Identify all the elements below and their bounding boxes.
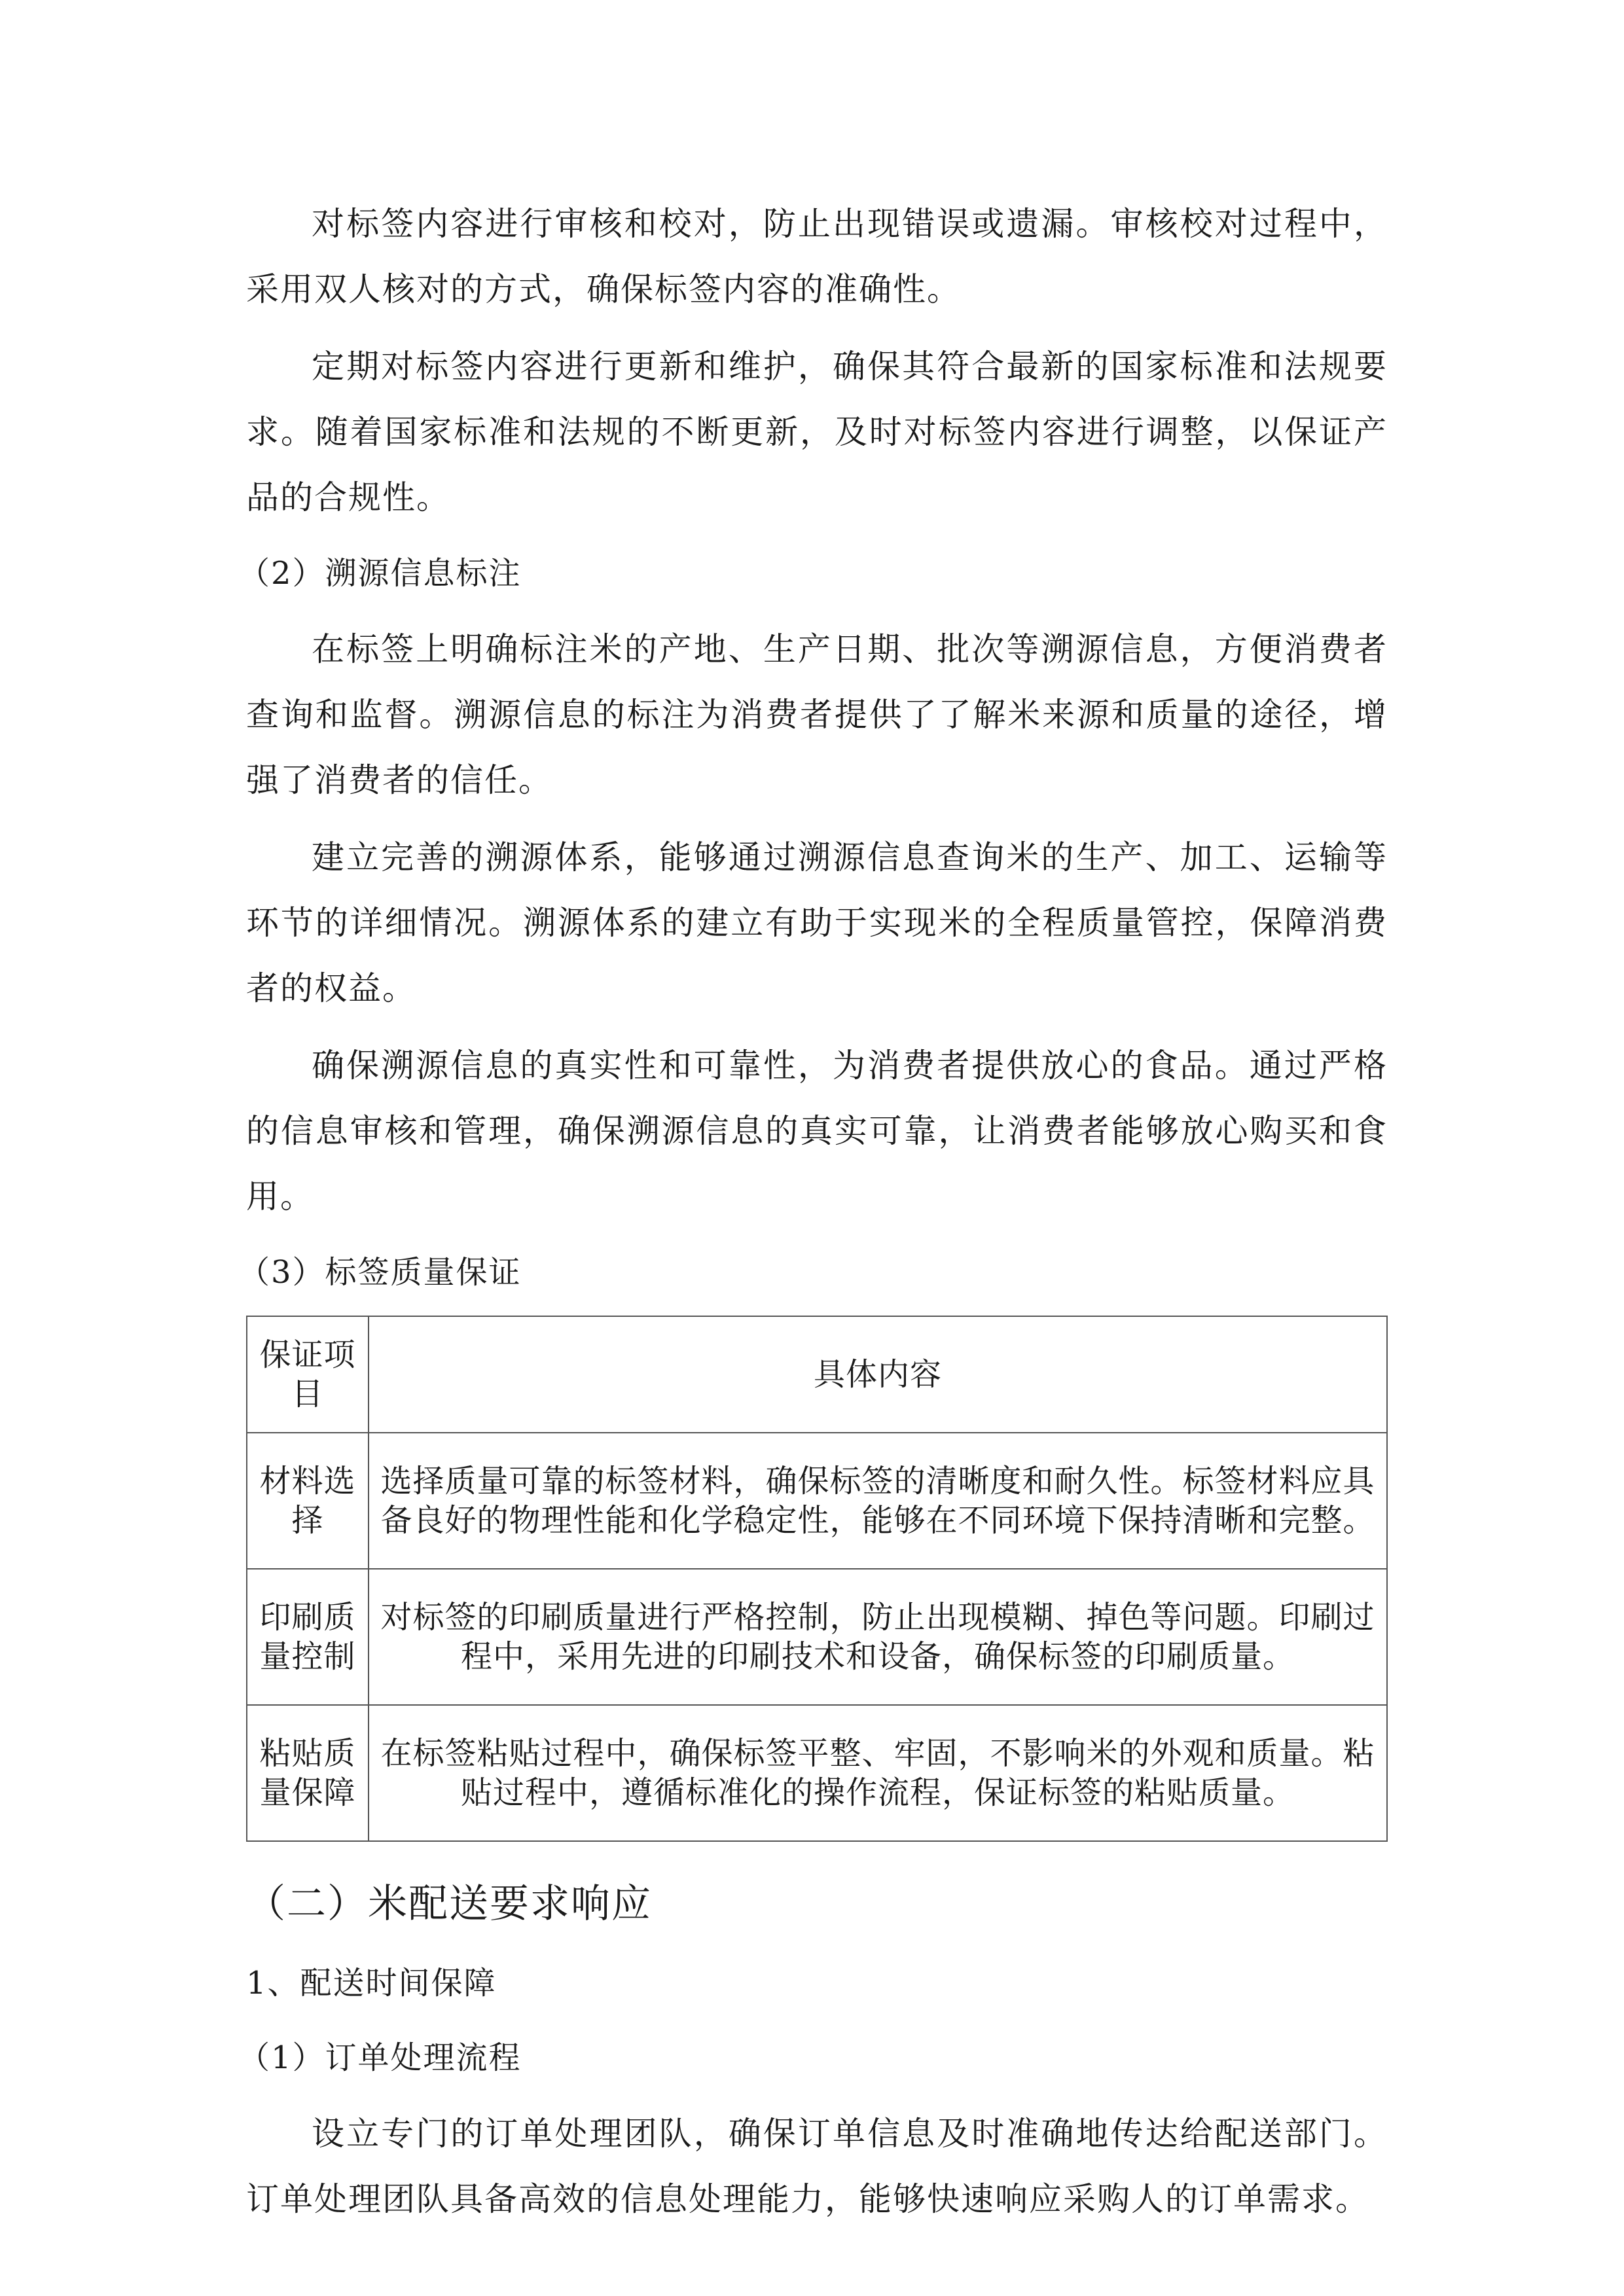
paragraph-trace-system: 建立完善的溯源体系，能够通过溯源信息查询米的生产、加工、运输等环节的详细情况。溯源体系的建立有助于实现米的全程质量管控，保障消费者的权益。 — [246, 838, 1388, 1007]
table-row — [247, 1705, 1387, 1841]
heading-order-process: （1）订单处理流程 — [238, 2039, 522, 2076]
heading-delivery-time: 1、配送时间保障 — [246, 1965, 497, 2001]
table-header-row — [247, 1316, 1387, 1433]
heading-label-quality: （3）标签质量保证 — [238, 1254, 522, 1291]
paragraph-order-team: 设立专门的订单处理团队，确保订单信息及时准确地传达给配送部门。订单处理团队具备高效的信息处理能力，能够快速响应采购人的订单需求。 — [246, 2115, 1388, 2218]
heading-trace-info: （2）溯源信息标注 — [238, 555, 522, 592]
table-cell-content: 选择质量可靠的标签材料，确保标签的清晰度和耐久性。标签材料应具备良好的物理性能和化学稳定性，能够在不同环境下保持清晰和完整。 — [369, 1433, 1387, 1569]
table-cell-item: 粘贴质量保障 — [247, 1705, 369, 1841]
paragraph-trace-reliability: 确保溯源信息的真实性和可靠性，为消费者提供放心的食品。通过严格的信息审核和管理，确保溯源信息的真实可靠，让消费者能够放心购买和食用。 — [246, 1047, 1388, 1215]
table-header-content: 具体内容 — [369, 1316, 1387, 1433]
table-cell-item: 印刷质量控制 — [247, 1569, 369, 1705]
label-quality-table — [246, 1316, 1388, 1842]
document-page — [238, 191, 1388, 2244]
table-cell-content: 对标签的印刷质量进行严格控制，防止出现模糊、掉色等问题。印刷过程中，采用先进的印刷技术和设备，确保标签的印刷质量。 — [369, 1569, 1387, 1705]
table-row — [247, 1433, 1387, 1569]
paragraph-update: 定期对标签内容进行更新和维护，确保其符合最新的国家标准和法规要求。随着国家标准和法规的不断更新，及时对标签内容进行调整，以保证产品的合规性。 — [246, 348, 1388, 516]
paragraph-trace-label: 在标签上明确标注米的产地、生产日期、批次等溯源信息，方便消费者查询和监督。溯源信息的标注为消费者提供了了解米来源和质量的途径，增强了消费者的信任。 — [246, 630, 1388, 799]
paragraph-review: 对标签内容进行审核和校对，防止出现错误或遗漏。审核校对过程中，采用双人核对的方式，确保标签内容的准确性。 — [246, 205, 1388, 308]
section-title-delivery: （二）米配送要求响应 — [246, 1881, 652, 1927]
table-cell-content: 在标签粘贴过程中，确保标签平整、牢固，不影响米的外观和质量。粘贴过程中，遵循标准化的操作流程，保证标签的粘贴质量。 — [369, 1705, 1387, 1841]
table-cell-item: 材料选择 — [247, 1433, 369, 1569]
table-row — [247, 1569, 1387, 1705]
table-header-item: 保证项目 — [247, 1316, 369, 1433]
